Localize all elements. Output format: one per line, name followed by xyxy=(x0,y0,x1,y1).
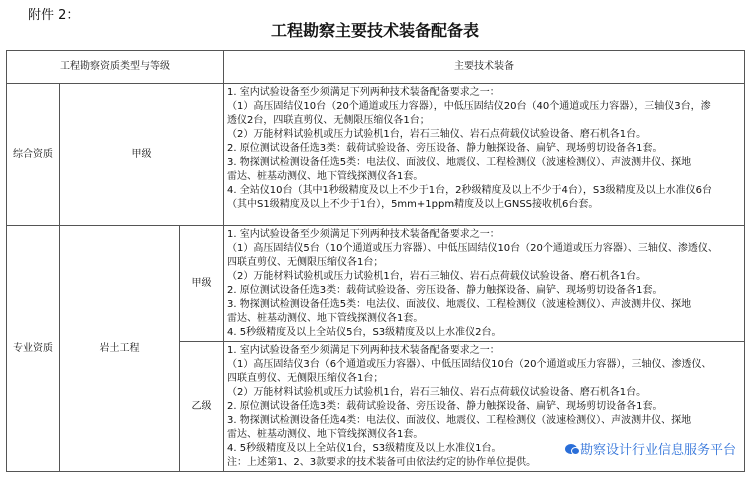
req-line: （1）高压固结仪10台（20个通道或压力容器），中低压固结仪20台（40个通道或压力容器），三轴仪3台，渗 xyxy=(227,101,711,112)
header-equipment: 主要技术装备 xyxy=(224,51,745,84)
watermark-text: 勘察设计行业信息服务平台 xyxy=(579,443,736,458)
req-line: （其中S1级精度及以上不少于1台），5mm+1ppm精度及以上GNSS接收机6台套。 xyxy=(227,199,599,210)
req-line: 4. 5秒级精度及以上全站仪1台，S3级精度及以上水准仪1台。 xyxy=(227,443,502,454)
grade-a-requirements xyxy=(224,226,745,342)
grade-b-label: 乙级 xyxy=(180,342,224,472)
watermark xyxy=(561,438,740,459)
professional-type: 专业资质 xyxy=(7,226,60,472)
req-line: 3. 物探测试检测设备任选5类：电法仪、面波仪、地震仪、工程检测仪（波速检测仪）、声波测井仪、探地 xyxy=(227,299,692,310)
comprehensive-type: 综合资质 xyxy=(7,84,60,226)
page-title: 工程勘察主要技术装备配备表 xyxy=(270,21,479,40)
req-line: （1）高压固结仪5台（10个通道或压力容器）、中低压固结仪10台（20个通道或压力容器）、三轴仪、渗透仪、 xyxy=(227,243,718,254)
req-line: 3. 物探测试检测设备任选4类：电法仪、面波仪、地震仪、工程检测仪（波速检测仪）、声波测井仪、探地 xyxy=(227,415,692,426)
req-line: （1）高压固结仪3台（6个通道或压力容器）、中低压固结仪10台（20个通道或压力容器），三轴仪、渗透仪、 xyxy=(227,359,712,370)
req-line: 1. 室内试验设备至少须满足下列两种技术装备配备要求之一： xyxy=(227,345,500,356)
req-line: 3. 物探测试检测设备任选5类：电法仪、面波仪、地震仪、工程检测仪（波速检测仪）、声波测井仪、探地 xyxy=(227,157,692,168)
comprehensive-requirements xyxy=(224,84,745,226)
req-line: 2. 原位测试设备任选3类：载荷试验设备、旁压设备、静力触探设备、扁铲、现场剪切设备各1套。 xyxy=(227,143,663,154)
table-row xyxy=(7,226,745,342)
comprehensive-grade: 甲级 xyxy=(60,84,224,226)
req-note: 注：上述第1、2、3款要求的技术装备可由依法约定的协作单位提供。 xyxy=(227,457,537,468)
wechat-icon xyxy=(565,444,577,454)
req-line: 2. 原位测试设备任选3类：载荷试验设备、旁压设备、静力触探设备、扁铲、现场剪切设备各1套。 xyxy=(227,285,663,296)
table-row xyxy=(7,84,745,226)
req-line: 四联直剪仪、无侧限压缩仪各1台； xyxy=(227,373,384,384)
req-line: 四联直剪仪、无侧限压缩仪各1台； xyxy=(227,257,384,268)
req-line: 1. 室内试验设备至少须满足下列两种技术装备配备要求之一： xyxy=(227,87,500,98)
req-line: 4. 全站仪10台（其中1秒级精度及以上不少于1台，2秒级精度及以上不少于4台），S3级精度及以上水准仪6台 xyxy=(227,185,712,196)
attachment-label: 附件 2： xyxy=(28,8,80,23)
req-line: （2）万能材料试验机或压力试验机1台，岩石三轴仪、岩石点荷载仪试验设备、磨石机各1台。 xyxy=(227,271,647,282)
table-header-row xyxy=(7,51,745,84)
req-line: （2）万能材料试验机或压力试验机1台，岩石三轴仪、岩石点荷载仪试验设备、磨石机各1台。 xyxy=(227,387,647,398)
req-line: 雷达、桩基动测仪、地下管线探测仪各1套。 xyxy=(227,313,424,324)
req-line: 雷达、桩基动测仪、地下管线探测仪各1套。 xyxy=(227,171,424,182)
header-type: 工程勘察资质类型与等级 xyxy=(7,51,224,84)
req-line: 2. 原位测试设备任选3类：载荷试验设备、旁压设备、静力触探设备、扁铲、现场剪切设备各1套。 xyxy=(227,401,663,412)
equipment-table xyxy=(6,50,745,472)
req-line: 4. 5秒级精度及以上全站仪5台，S3级精度及以上水准仪2台。 xyxy=(227,327,502,338)
req-line: 透仪2台，四联直剪仪、无侧限压缩仪各1台； xyxy=(227,115,430,126)
req-line: （2）万能材料试验机或压力试验机1台，岩石三轴仪、岩石点荷载仪试验设备、磨石机各1台。 xyxy=(227,129,647,140)
grade-a-label: 甲级 xyxy=(180,226,224,342)
req-line: 雷达、桩基动测仪、地下管线探测仪各1套。 xyxy=(227,429,424,440)
professional-subtype: 岩土工程 xyxy=(60,226,180,472)
req-line: 1. 室内试验设备至少须满足下列两种技术装备配备要求之一： xyxy=(227,229,500,240)
